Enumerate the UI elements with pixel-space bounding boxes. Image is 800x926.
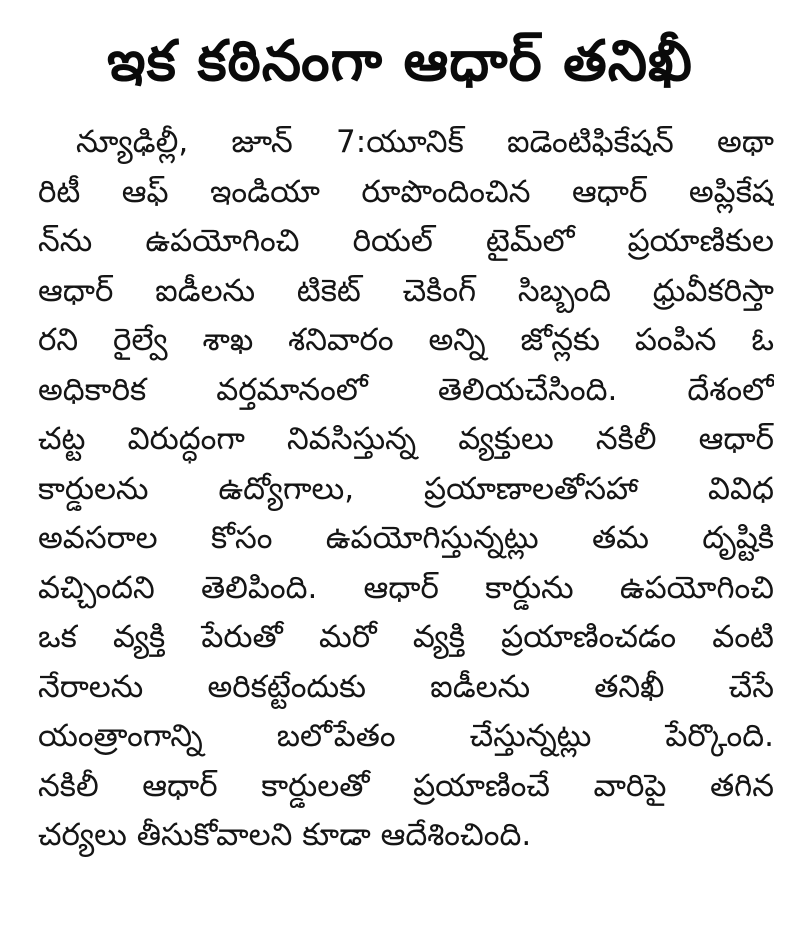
article-line: న్యూఢిల్లీ, జూన్ 7:యూనిక్ ఐడెంటిఫికేషన్ అథా bbox=[76, 124, 774, 160]
headline: ఇక కఠినంగా ఆధార్ తనిఖీ bbox=[107, 29, 693, 94]
article-line: యంత్రాంగాన్ని బలోపేతం చేస్తున్నట్లు పేర్కొంది. bbox=[38, 718, 774, 754]
article-line: చర్యలు తీసుకోవాలని కూడా ఆదేశించింది. bbox=[38, 817, 532, 853]
article-line: ఆధార్ ఐడీలను టికెట్ చెకింగ్ సిబ్బంది ధ్రువీకరిస్తా bbox=[38, 272, 774, 309]
article-line: కార్డులను ఉద్యోగాలు, ప్రయాణాలతోసహా వివిధ bbox=[38, 470, 774, 507]
article-line: న్‌ను ఉపయోగించి రియల్ టైమ్‌లో ప్రయాణికుల bbox=[38, 223, 774, 259]
article-line: చట్ట విరుద్ధంగా నివసిస్తున్న వ్యక్తులు నకిలీ ఆధార్ bbox=[38, 421, 774, 457]
article-line: రిటీ ఆఫ్ ఇండియా రూపొందించిన ఆధార్ అప్లికేష bbox=[38, 173, 774, 210]
article-line: నేరాలను అరికట్టేందుకు ఐడీలను తనిఖీ చేసే bbox=[38, 668, 774, 705]
article-line: అవసరాల కోసం ఉపయోగిస్తున్నట్లు తమ దృష్టికి bbox=[38, 520, 774, 556]
article-body bbox=[38, 118, 774, 861]
article-line: రని రైల్వే శాఖ శనివారం అన్ని జోన్లకు పంపిన ఓ bbox=[38, 322, 774, 358]
article-line: ఒక వ్యక్తి పేరుతో మరో వ్యక్తి ప్రయాణించడం వంటి bbox=[38, 619, 774, 655]
article-line: నకిలీ ఆధార్ కార్డులతో ప్రయాణించే వారిపై తగిన bbox=[38, 767, 774, 804]
article-line: వచ్చిందని తెలిపింది. ఆధార్ కార్డును ఉపయోగించి bbox=[38, 569, 774, 606]
article-line: అధికారిక వర్తమానంలో తెలియచేసింది. దేశంలో bbox=[38, 371, 774, 408]
